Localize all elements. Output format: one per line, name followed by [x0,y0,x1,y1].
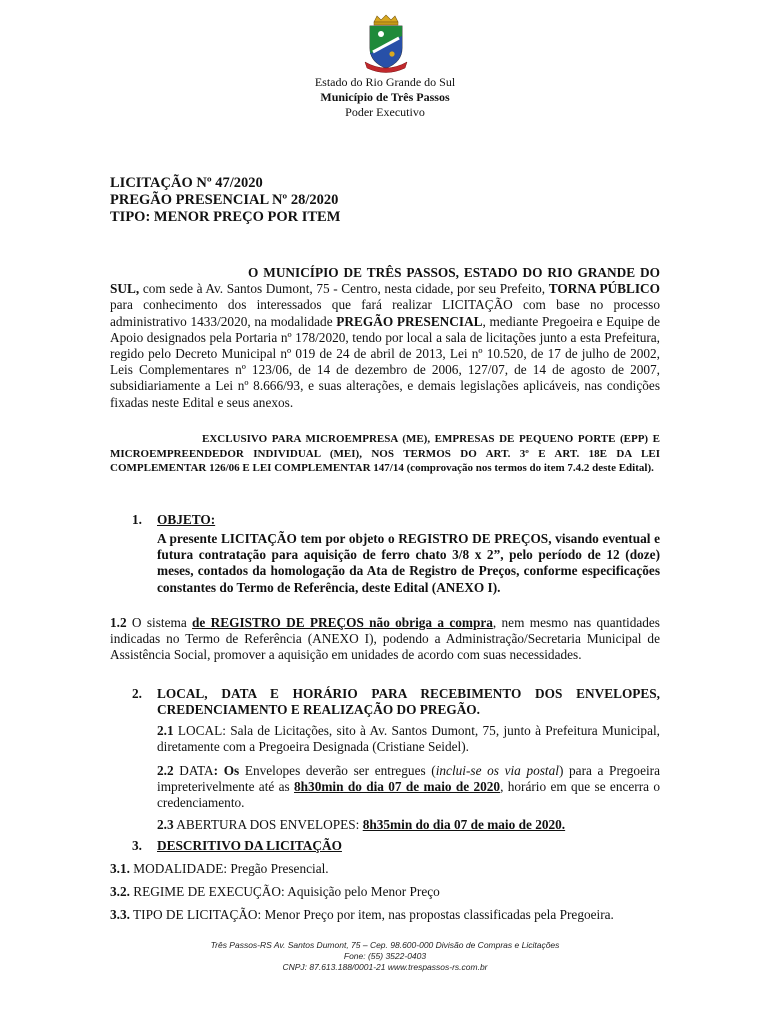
section3-number: 3. [132,838,142,853]
section1-body: A presente LICITAÇÃO tem por objeto o REGISTRO DE PREÇOS, visando eventual e futura contratação para aquisição de ferro chato 3/8 x 2”, pelo período de 12 (doze) meses, contados da homologação da Ata de Registro de Preços, conforme especificações constantes do Termo de Referência, deste Edital (ANEXO I). [157,531,660,595]
item-3-3: 3.3. TIPO DE LICITAÇÃO: Menor Preço por item, nas propostas classificadas pela Pregoeira. [110,907,614,922]
section3-title: DESCRITIVO DA LICITAÇÃO [157,838,342,853]
item-2-3: 2.3 ABERTURA DOS ENVELOPES: 8h35min do dia 07 de maio de 2020. [157,817,566,832]
licitacao-title: LICITAÇÃO Nº 47/2020 [110,175,263,191]
section2-number: 2. [132,686,142,701]
section2-title: LOCAL, DATA E HORÁRIO PARA RECEBIMENTO DOS ENVELOPES, CREDENCIAMENTO E REALIZAÇÃO DO PREGÃO. [157,686,660,718]
footer-phone: Fone: (55) 3522-0403 [343,951,427,961]
executive-power: Poder Executivo [345,105,425,119]
pregao-title: PREGÃO PRESENCIAL Nº 28/2020 [110,192,339,208]
torna-publico: TORNA PÚBLICO [548,281,660,297]
state-name: Estado do Rio Grande do Sul [314,75,456,89]
coat-of-arms-icon [361,14,411,74]
intro-lead: O MUNICÍPIO DE TRÊS PASSOS, ESTADO DO RIO GRANDE DO SUL, [110,265,660,297]
section1-number: 1. [132,512,142,527]
section1-title: OBJETO: [157,512,216,527]
item-2-1: 2.1 LOCAL: Sala de Licitações, sito à Av. Santos Dumont, 75, junto à Prefeitura Municipal, diretamente com a Pregoeira Designada (Cristiane Seidel). [157,723,660,755]
modalidade: PREGÃO PRESENCIAL [336,313,483,329]
intro-paragraph: O MUNICÍPIO DE TRÊS PASSOS, ESTADO DO RIO GRANDE DO SUL, com sede à Av. Santos Dumont, 75 - Centro, nesta cidade, por seu Prefeito, TORNA PÚBLICO para conhecimento dos interessados que fará realizar LICITAÇÃO com base no processo administrativo 1433/2020, na modalidade PREGÃO PRESENCIAL, mediante Pregoeira e Equipe de Apoio designados pela Portaria nº 178/2020, tendo por local a sala de licitações junto a esta Prefeitura, regido pelo Decreto Municipal nº 019 de 24 de abril de 2013, Lei nº 10.520, de 17 de julho de 2002, Leis Complementares nº 123/06, de 14 de dezembro de 2006, 127/07, de 14 de agosto de 2007, subsidiariamente a Lei nº 8.666/93, e suas alterações, e demais legislações aplicáveis, nas condições fixadas neste Edital e seus anexos. [110,265,661,410]
tipo-title: TIPO: MENOR PREÇO POR ITEM [110,209,341,225]
item-3-2: 3.2. REGIME DE EXECUÇÃO: Aquisição pelo Menor Preço [110,884,440,899]
footer-address: Três Passos-RS Av. Santos Dumont, 75 – Cep. 98.600-000 Divisão de Compras e Licitações [210,940,560,950]
municipality-name: Município de Três Passos [320,90,450,104]
item-2-2: 2.2 DATA: Os Envelopes deverão ser entregues (inclui-se os via postal) para a Pregoeira impreterivelmente até as 8h30min do dia 07 de maio de 2020, horário em que se encerra o credenciamento. [157,763,661,811]
item-3-1: 3.1. MODALIDADE: Pregão Presencial. [110,861,329,876]
exclusive-notice: EXCLUSIVO PARA MICROEMPRESA (ME), EMPRESAS DE PEQUENO PORTE (EPP) E MICROEMPREENDEDOR INDIVIDUAL (MEI), NOS TERMOS DO ART. 3º E ART. 18E DA LEI COMPLEMENTAR 126/06 E LEI COMPLEMENTAR 147/14 (comprovação nos termos do item 7.4.2 deste Edital). [110,433,660,474]
footer-cnpj: CNPJ: 87.613.188/0001-21 www.trespassos-rs.com.br [282,962,488,972]
item-1-2: 1.2 O sistema de REGISTRO DE PREÇOS não obriga a compra, nem mesmo nas quantidades indicadas no Termo de Referência (ANEXO I), podendo a Administração/Secretaria Municipal de Assistência Social, promover a aquisição em unidades de acordo com suas necessidades. [110,615,660,663]
